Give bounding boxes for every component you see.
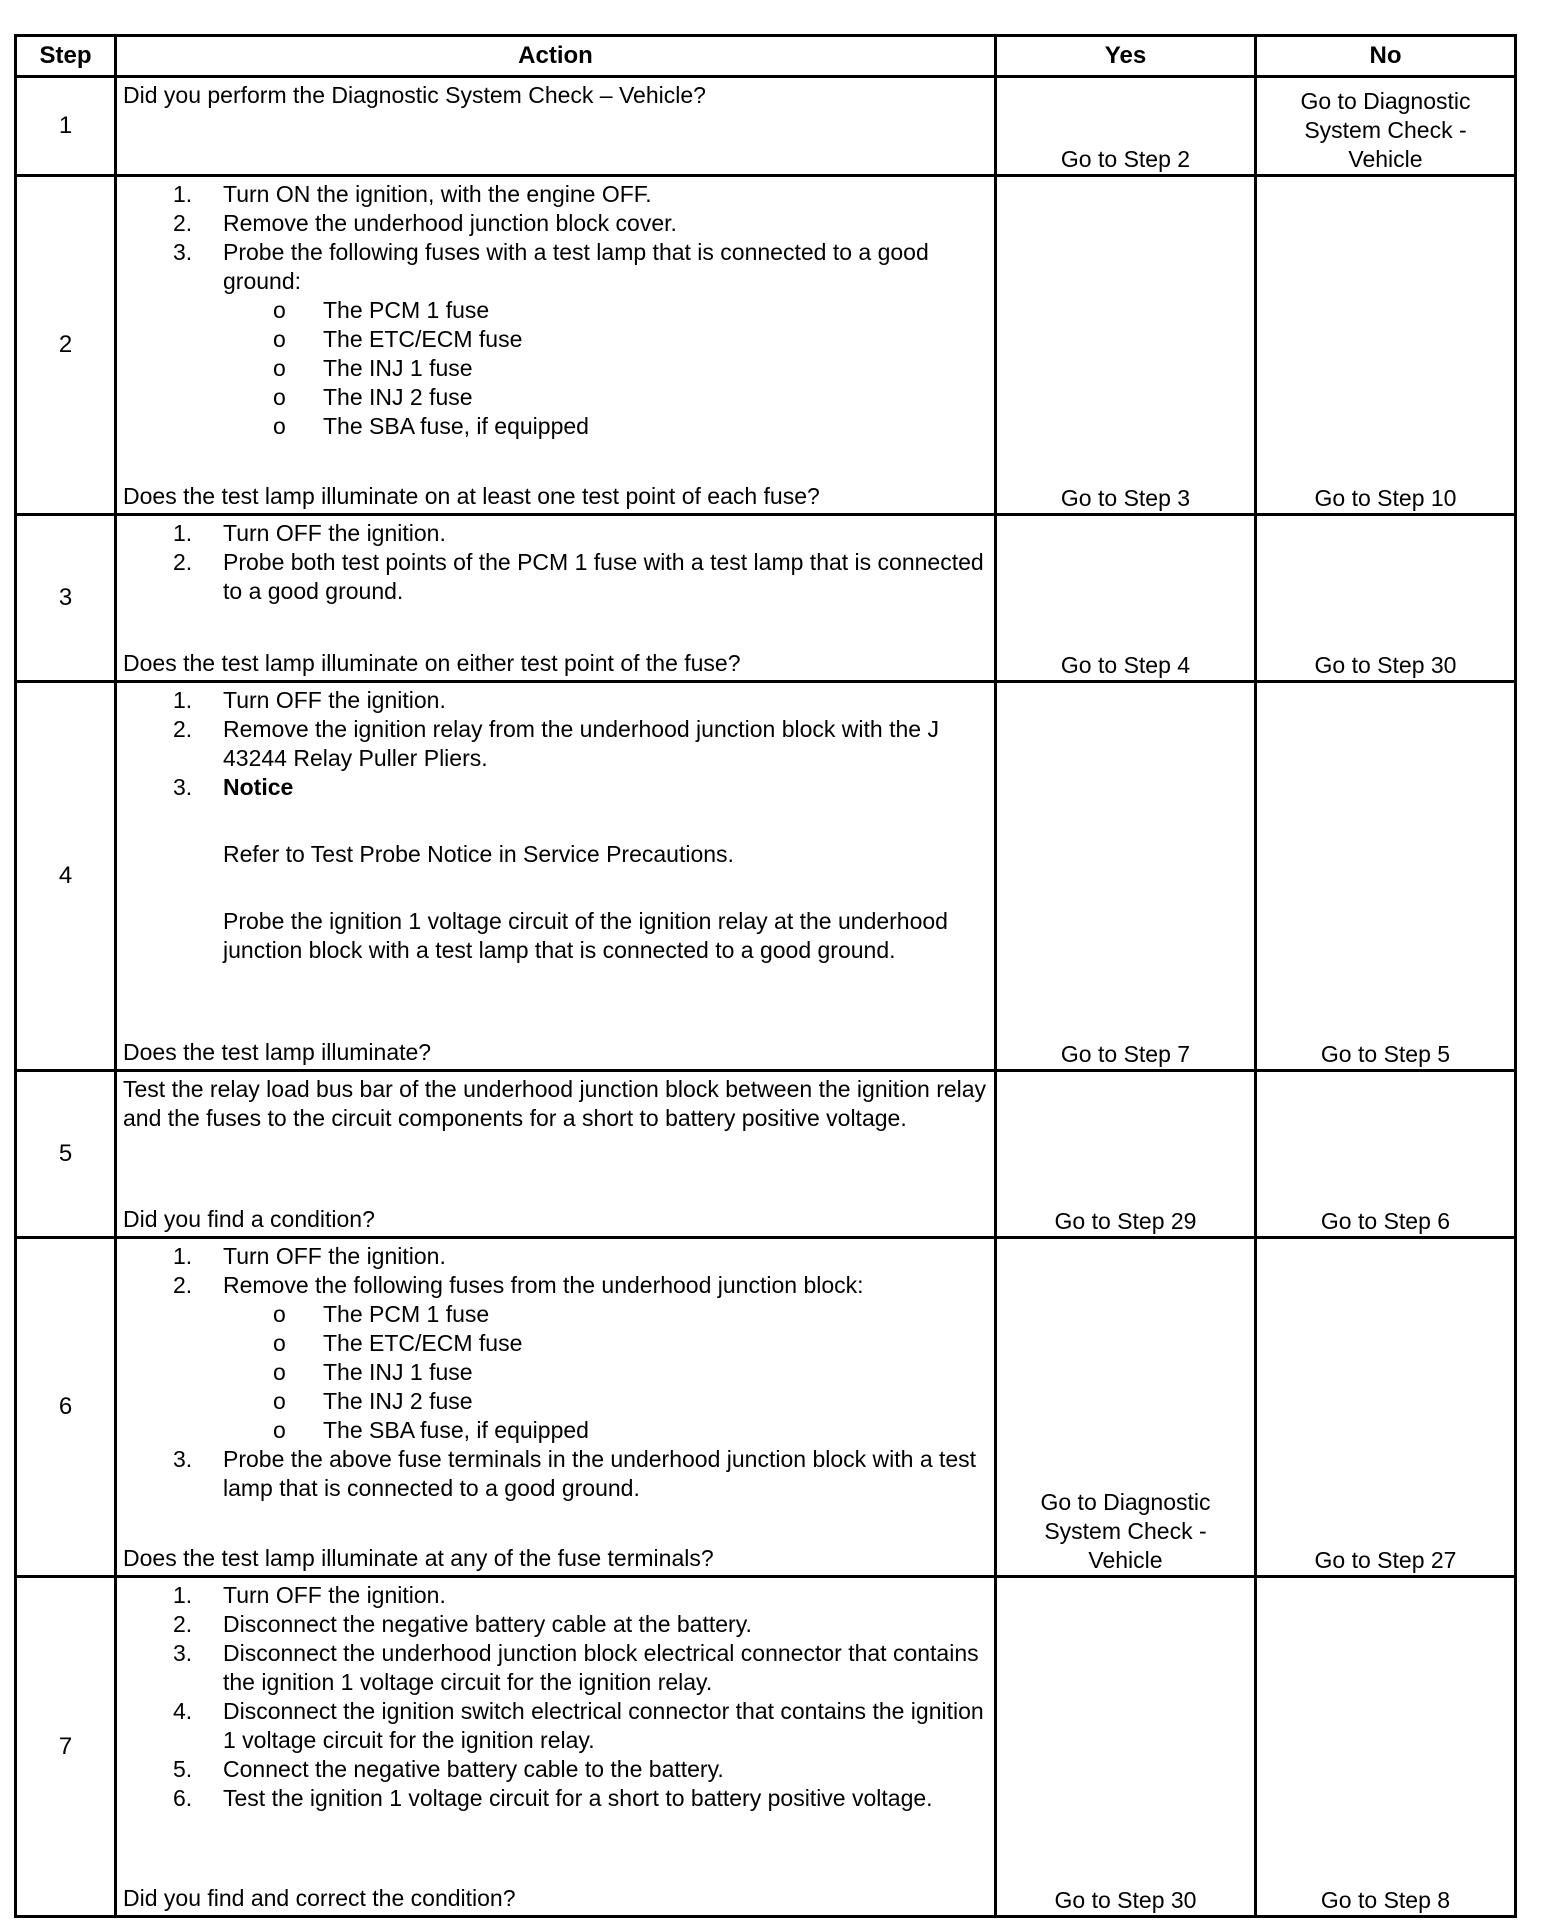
question-text: Does the test lamp illuminate? bbox=[123, 1039, 432, 1065]
step-number: 3 bbox=[16, 515, 116, 682]
step-number: 7 bbox=[16, 1577, 116, 1917]
question-text: Does the test lamp illuminate on either test point of the fuse? bbox=[123, 650, 741, 676]
step-number: 6 bbox=[16, 1238, 116, 1577]
table-row bbox=[16, 682, 1516, 1071]
fuse-item: o The SBA fuse, if equipped bbox=[273, 1417, 589, 1443]
no-line: Go to Diagnostic bbox=[1300, 88, 1471, 114]
fuse-item: o The PCM 1 fuse bbox=[273, 1301, 490, 1327]
header-yes: Yes bbox=[996, 36, 1256, 77]
action-cell bbox=[116, 1238, 996, 1577]
question-text: Did you find and correct the condition? bbox=[123, 1885, 516, 1911]
no-cell: Go to Step 5 bbox=[1256, 682, 1516, 1071]
list-item: 1. Turn OFF the ignition. bbox=[173, 520, 446, 546]
list-item: 2. Remove the following fuses from the underhood junction block: o The PCM 1 fuse o The ETC/ECM fuse o The INJ 1 fuse o The INJ 2 fuse o The SBA fuse, if equipped bbox=[123, 1271, 988, 1445]
table-row bbox=[16, 515, 1516, 682]
no-cell: Go to Step 6 bbox=[1256, 1071, 1516, 1238]
fuse-item: o The SBA fuse, if equipped bbox=[273, 413, 589, 439]
diagnostic-table bbox=[14, 34, 1517, 1918]
yes-line: System Check - bbox=[1044, 1518, 1207, 1544]
step-number: 4 bbox=[16, 682, 116, 1071]
list-item: 2. Remove the ignition relay from the underhood junction block with the J 43244 Relay Puller Pliers. bbox=[173, 716, 939, 771]
list-item: 1. Turn OFF the ignition. bbox=[173, 687, 446, 713]
header-row bbox=[16, 36, 1516, 77]
table-row bbox=[16, 1238, 1516, 1577]
list-item: 3. Probe the above fuse terminals in the underhood junction block with a test lamp that is connected to a good ground. bbox=[173, 1446, 977, 1501]
no-cell: Go to Step 10 bbox=[1256, 176, 1516, 515]
action-cell bbox=[116, 1071, 996, 1238]
notice-text: Refer to Test Probe Notice in Service Precautions. bbox=[223, 841, 734, 867]
list-item: 1. Turn OFF the ignition. bbox=[173, 1243, 446, 1269]
list-item: 1. Turn OFF the ignition. bbox=[173, 1582, 446, 1608]
table-row bbox=[16, 1071, 1516, 1238]
fuse-item: o The INJ 1 fuse bbox=[273, 1359, 473, 1385]
list-item: 6. Test the ignition 1 voltage circuit for a short to battery positive voltage. bbox=[173, 1785, 933, 1811]
fuse-item: o The ETC/ECM fuse bbox=[273, 1330, 523, 1356]
no-cell: Go to Step 27 bbox=[1256, 1238, 1516, 1577]
fuse-item: o The INJ 1 fuse bbox=[273, 355, 473, 381]
no-cell: Go to Step 8 bbox=[1256, 1577, 1516, 1917]
yes-cell bbox=[996, 1238, 1256, 1577]
yes-line: Go to Diagnostic bbox=[1040, 1489, 1211, 1515]
yes-cell: Go to Step 3 bbox=[996, 176, 1256, 515]
action-text: Did you perform the Diagnostic System Check – Vehicle? bbox=[123, 82, 706, 108]
step-number: 1 bbox=[16, 77, 116, 176]
action-cell bbox=[116, 682, 996, 1071]
action-cell bbox=[116, 77, 996, 176]
table-row bbox=[16, 77, 1516, 176]
list-item: 2. Remove the underhood junction block cover. bbox=[173, 210, 677, 236]
fuse-item: o The INJ 2 fuse bbox=[273, 1388, 473, 1414]
header-no: No bbox=[1256, 36, 1516, 77]
no-cell: Go to Step 30 bbox=[1256, 515, 1516, 682]
list-item: 4. Disconnect the ignition switch electrical connector that contains the ignition 1 voltage circuit for the ignition relay. bbox=[173, 1698, 984, 1753]
fuse-item: o The INJ 2 fuse bbox=[273, 384, 473, 410]
list-item: 3. Disconnect the underhood junction block electrical connector that contains the ignition 1 voltage circuit for the ignition relay. bbox=[173, 1640, 979, 1695]
list-item: 2. Disconnect the negative battery cable at the battery. bbox=[173, 1611, 752, 1637]
header-step: Step bbox=[16, 36, 116, 77]
no-line: Vehicle bbox=[1348, 146, 1423, 172]
table-row bbox=[16, 176, 1516, 515]
fuse-item: o The PCM 1 fuse bbox=[273, 297, 490, 323]
list-item: 3. Notice Refer to Test Probe Notice in Service Precautions. Probe the ignition 1 voltage circuit of the ignition relay at the underhood junction block with a test lamp that is connected to a good ground. bbox=[123, 773, 988, 965]
question-text: Does the test lamp illuminate on at least one test point of each fuse? bbox=[123, 483, 820, 509]
list-item: 1. Turn ON the ignition, with the engine OFF. bbox=[173, 181, 652, 207]
no-cell bbox=[1256, 77, 1516, 176]
action-cell bbox=[116, 176, 996, 515]
list-item: 2. Probe both test points of the PCM 1 fuse with a test lamp that is connected to a good ground. bbox=[173, 549, 984, 604]
question-text: Does the test lamp illuminate at any of the fuse terminals? bbox=[123, 1545, 714, 1571]
yes-cell: Go to Step 4 bbox=[996, 515, 1256, 682]
header-action: Action bbox=[116, 36, 996, 77]
list-item: 5. Connect the negative battery cable to the battery. bbox=[173, 1756, 724, 1782]
notice-label: Notice bbox=[223, 774, 294, 800]
list-item: 3. Probe the following fuses with a test lamp that is connected to a good ground: o The PCM 1 fuse o The ETC/ECM fuse o The INJ 1 fuse o The INJ 2 fuse o The SBA fuse, if equipped bbox=[123, 238, 988, 441]
yes-cell: Go to Step 2 bbox=[996, 77, 1256, 176]
yes-cell: Go to Step 7 bbox=[996, 682, 1256, 1071]
yes-cell: Go to Step 30 bbox=[996, 1577, 1256, 1917]
table-row bbox=[16, 1577, 1516, 1917]
no-line: System Check - bbox=[1304, 117, 1467, 143]
action-text: Test the relay load bus bar of the underhood junction block between the ignition relay and the fuses to the circuit components for a short to battery positive voltage. bbox=[123, 1076, 987, 1131]
question-text: Did you find a condition? bbox=[123, 1206, 375, 1232]
yes-line: Vehicle bbox=[1088, 1547, 1163, 1573]
step-number: 5 bbox=[16, 1071, 116, 1238]
action-cell bbox=[116, 515, 996, 682]
action-cell bbox=[116, 1577, 996, 1917]
yes-cell: Go to Step 29 bbox=[996, 1071, 1256, 1238]
probe-text: Probe the ignition 1 voltage circuit of the ignition relay at the underhood junction block with a test lamp that is connected to a good ground. bbox=[223, 908, 948, 963]
fuse-item: o The ETC/ECM fuse bbox=[273, 326, 523, 352]
step-number: 2 bbox=[16, 176, 116, 515]
